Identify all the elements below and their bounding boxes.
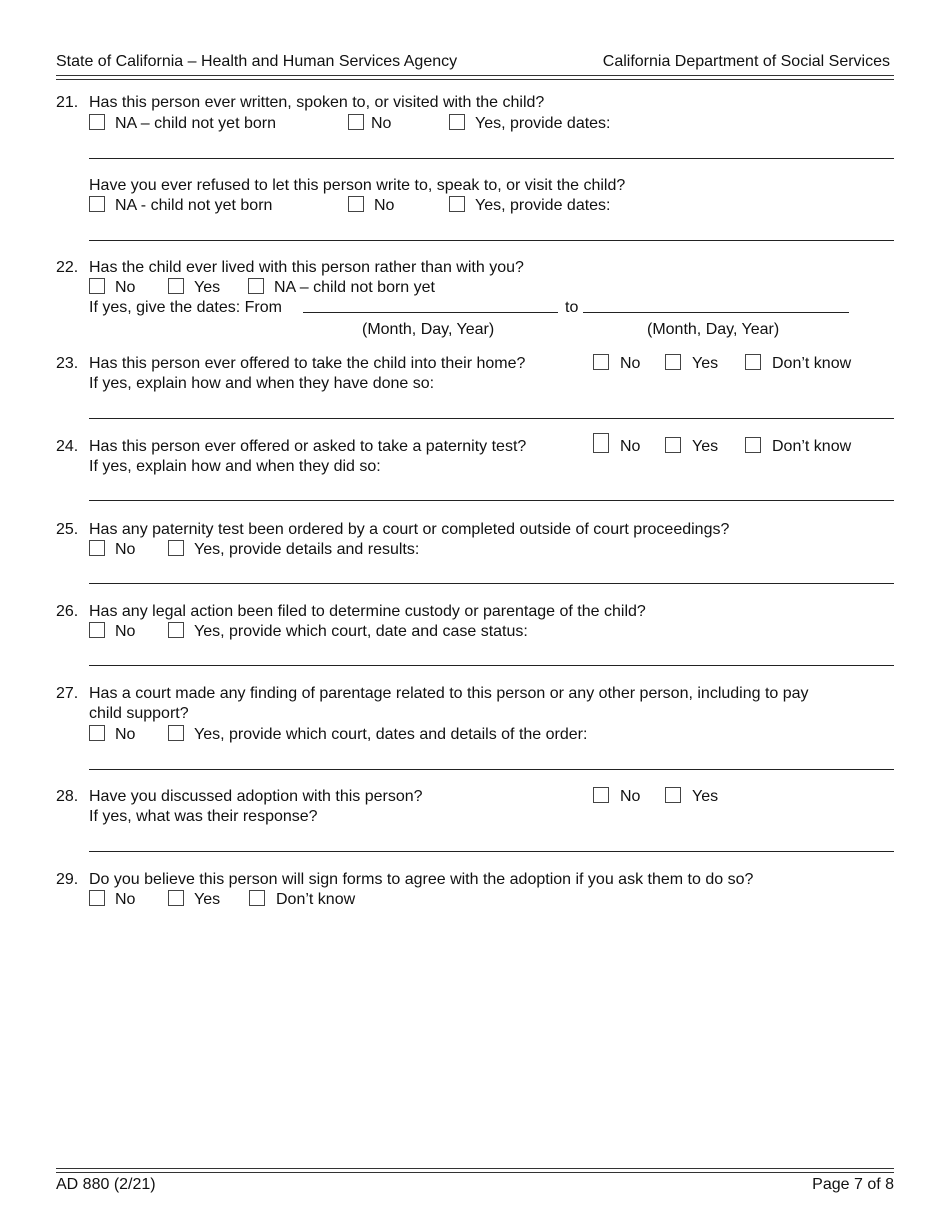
q21-sub-text: Have you ever refused to let this person write to, speak to, or visit the child? [89, 177, 626, 194]
q22-no-label: No [115, 279, 136, 296]
q28-answer-line[interactable] [89, 851, 894, 852]
q25-yes-label: Yes, provide details and results: [194, 541, 420, 558]
q26-no-label: No [115, 623, 136, 640]
q26-no-checkbox[interactable] [89, 622, 105, 638]
q21-number: 21. [56, 94, 79, 111]
q24-yes-checkbox[interactable] [665, 437, 681, 453]
q21-yes-label: Yes, provide dates: [475, 115, 611, 132]
footer-rule [56, 1172, 894, 1173]
q21-yes-checkbox[interactable] [449, 114, 465, 130]
q23-yes-checkbox[interactable] [665, 354, 681, 370]
q28-no-label: No [620, 788, 641, 805]
q23-number: 23. [56, 355, 79, 372]
q21-sub-yes-checkbox[interactable] [449, 196, 465, 212]
q26-text: Has any legal action been filed to determine custody or parentage of the child? [89, 603, 646, 620]
q23-answer-line[interactable] [89, 418, 894, 419]
q22-no-checkbox[interactable] [89, 278, 105, 294]
q21-answer-line[interactable] [89, 158, 894, 159]
header-rule [56, 79, 894, 80]
q22-yes-label: Yes [194, 279, 221, 296]
q28-yes-label: Yes [692, 788, 719, 805]
q26-yes-label: Yes, provide which court, date and case status: [194, 623, 528, 640]
q23-dont-know-checkbox[interactable] [745, 354, 761, 370]
q21-no-checkbox[interactable] [348, 114, 364, 130]
q29-no-checkbox[interactable] [89, 890, 105, 906]
q24-dont-know-label: Don’t know [772, 438, 852, 455]
q25-text: Has any paternity test been ordered by a court or completed outside of court proceedings? [89, 521, 730, 538]
header-rule [56, 75, 894, 76]
q21-sub-na-checkbox[interactable] [89, 196, 105, 212]
header-department: California Department of Social Services [602, 53, 890, 70]
q29-text: Do you believe this person will sign forms to agree with the adoption if you ask them to do so? [89, 871, 754, 888]
q24-dont-know-checkbox[interactable] [745, 437, 761, 453]
q24-sub: If yes, explain how and when they did so: [89, 458, 381, 475]
q27-yes-label: Yes, provide which court, dates and details of the order: [194, 726, 588, 743]
q26-yes-checkbox[interactable] [168, 622, 184, 638]
q24-no-checkbox[interactable] [593, 433, 609, 453]
q21-na-checkbox[interactable] [89, 114, 105, 130]
q21-no-label: No [371, 115, 392, 132]
q21-sub-no-label: No [374, 197, 395, 214]
q26-answer-line[interactable] [89, 665, 894, 666]
q22-yes-checkbox[interactable] [168, 278, 184, 294]
footer-rule [56, 1168, 894, 1169]
q22-text: Has the child ever lived with this person rather than with you? [89, 259, 524, 276]
q29-number: 29. [56, 871, 79, 888]
q23-dont-know-label: Don’t know [772, 355, 852, 372]
q21-sub-yes-label: Yes, provide dates: [475, 197, 611, 214]
footer-form-id: AD 880 (2/21) [56, 1176, 156, 1193]
q27-answer-line[interactable] [89, 769, 894, 770]
q28-sub: If yes, what was their response? [89, 808, 318, 825]
q29-no-label: No [115, 891, 136, 908]
q24-number: 24. [56, 438, 79, 455]
q28-number: 28. [56, 788, 79, 805]
q23-yes-label: Yes [692, 355, 719, 372]
q26-number: 26. [56, 603, 79, 620]
q23-sub: If yes, explain how and when they have done so: [89, 375, 435, 392]
q29-dont-know-checkbox[interactable] [249, 890, 265, 906]
q21-text: Has this person ever written, spoken to, or visited with the child? [89, 94, 545, 111]
q22-na-checkbox[interactable] [248, 278, 264, 294]
q22-na-label: NA – child not born yet [274, 279, 435, 296]
q28-no-checkbox[interactable] [593, 787, 609, 803]
q24-text: Has this person ever offered or asked to take a paternity test? [89, 438, 527, 455]
q23-text: Has this person ever offered to take the child into their home? [89, 355, 526, 372]
q25-yes-checkbox[interactable] [168, 540, 184, 556]
q29-dont-know-label: Don’t know [276, 891, 356, 908]
q22-to-label: to [565, 299, 579, 316]
q24-yes-label: Yes [692, 438, 719, 455]
q22-from-date-field[interactable] [303, 312, 558, 313]
q22-number: 22. [56, 259, 79, 276]
q25-no-label: No [115, 541, 136, 558]
q24-no-label: No [620, 438, 641, 455]
q22-to-caption: (Month, Day, Year) [647, 321, 780, 338]
q29-yes-label: Yes [194, 891, 221, 908]
header-agency: State of California – Health and Human Services Agency [56, 53, 458, 70]
q21-sub-answer-line[interactable] [89, 240, 894, 241]
q29-yes-checkbox[interactable] [168, 890, 184, 906]
q22-dates-label: If yes, give the dates: From [89, 299, 282, 316]
q27-yes-checkbox[interactable] [168, 725, 184, 741]
q27-no-label: No [115, 726, 136, 743]
q27-text-line1: Has a court made any finding of parentage related to this person or any other person, including to pay [89, 685, 809, 702]
q24-answer-line[interactable] [89, 500, 894, 501]
q21-na-label: NA – child not yet born [115, 115, 276, 132]
q27-text-line2: child support? [89, 705, 189, 722]
q21-sub-na-label: NA - child not yet born [115, 197, 273, 214]
q25-no-checkbox[interactable] [89, 540, 105, 556]
q27-number: 27. [56, 685, 79, 702]
q25-answer-line[interactable] [89, 583, 894, 584]
q23-no-checkbox[interactable] [593, 354, 609, 370]
q22-to-date-field[interactable] [583, 312, 849, 313]
q23-no-label: No [620, 355, 641, 372]
q25-number: 25. [56, 521, 79, 538]
footer-page-number: Page 7 of 8 [812, 1176, 894, 1193]
q22-from-caption: (Month, Day, Year) [362, 321, 495, 338]
q27-no-checkbox[interactable] [89, 725, 105, 741]
q28-yes-checkbox[interactable] [665, 787, 681, 803]
q21-sub-no-checkbox[interactable] [348, 196, 364, 212]
q28-text: Have you discussed adoption with this person? [89, 788, 423, 805]
